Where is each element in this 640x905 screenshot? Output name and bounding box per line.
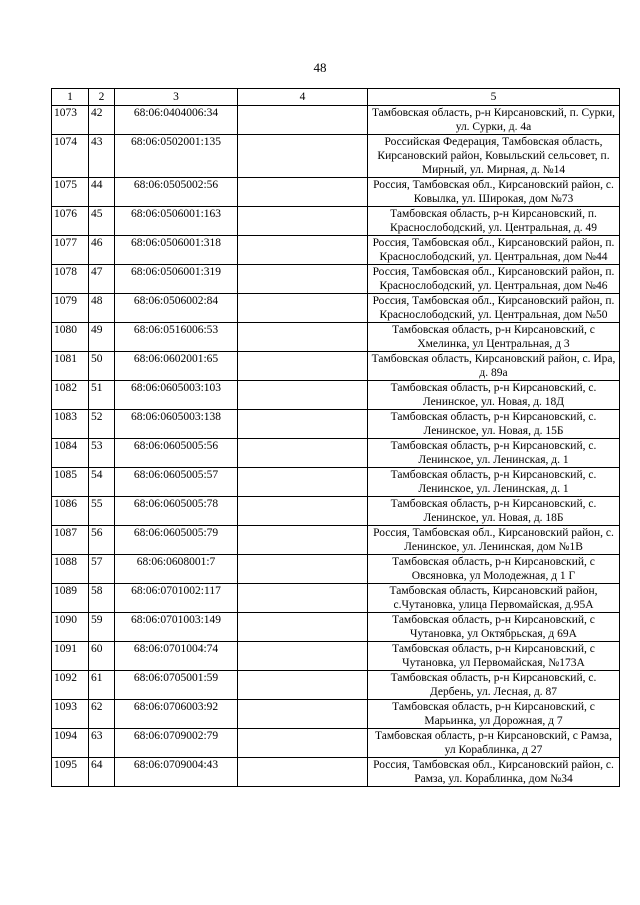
address: Россия, Тамбовская обл., Кирсановский район, с. Ковылка, ул. Широкая, дом №73 (368, 178, 620, 207)
address: Тамбовская область, р-н Кирсановский, с Чутановка, ул Октябрьская, д 69А (368, 613, 620, 642)
column-4-cell (238, 468, 368, 497)
row-number: 1077 (52, 236, 89, 265)
cadastral-number: 68:06:0506001:318 (115, 236, 238, 265)
row-index: 51 (89, 381, 115, 410)
row-index: 63 (89, 729, 115, 758)
column-4-cell (238, 352, 368, 381)
table-row (52, 439, 620, 468)
row-index: 60 (89, 642, 115, 671)
address: Тамбовская область, Кирсановский район, с. Ира, д. 89а (368, 352, 620, 381)
cadastral-number: 68:06:0502001:135 (115, 135, 238, 178)
cadastral-number: 68:06:0709002:79 (115, 729, 238, 758)
column-header-5: 5 (368, 89, 620, 106)
address: Тамбовская область, р-н Кирсановский, с. Ленинское, ул. Ленинская, д. 1 (368, 439, 620, 468)
table-row (52, 410, 620, 439)
row-index: 55 (89, 497, 115, 526)
row-number: 1075 (52, 178, 89, 207)
header-row (52, 89, 620, 106)
column-4-cell (238, 758, 368, 787)
column-4-cell (238, 135, 368, 178)
column-4-cell (238, 178, 368, 207)
table-row (52, 207, 620, 236)
row-number: 1081 (52, 352, 89, 381)
address: Тамбовская область, р-н Кирсановский, с. Ленинское, ул. Ленинская, д. 1 (368, 468, 620, 497)
row-index: 54 (89, 468, 115, 497)
cadastral-number: 68:06:0701003:149 (115, 613, 238, 642)
address: Тамбовская область, р-н Кирсановский, с Марьинка, ул Дорожная, д 7 (368, 700, 620, 729)
address: Тамбовская область, р-н Кирсановский, с Хмелинка, ул Центральная, д 3 (368, 323, 620, 352)
cadastral-number: 68:06:0602001:65 (115, 352, 238, 381)
row-index: 49 (89, 323, 115, 352)
row-index: 59 (89, 613, 115, 642)
address: Российская Федерация, Тамбовская область, Кирсановский район, Ковыльский сельсовет, п. Мирный, ул. Мирная, д. №14 (368, 135, 620, 178)
row-number: 1079 (52, 294, 89, 323)
row-index: 46 (89, 236, 115, 265)
column-4-cell (238, 497, 368, 526)
column-4-cell (238, 265, 368, 294)
row-index: 42 (89, 106, 115, 135)
column-header-4: 4 (238, 89, 368, 106)
row-index: 58 (89, 584, 115, 613)
row-number: 1090 (52, 613, 89, 642)
address: Тамбовская область, р-н Кирсановский, п. Сурки, ул. Сурки, д. 4а (368, 106, 620, 135)
address: Тамбовская область, р-н Кирсановский, с. Дербень, ул. Лесная, д. 87 (368, 671, 620, 700)
row-number: 1080 (52, 323, 89, 352)
cadastral-number: 68:06:0705001:59 (115, 671, 238, 700)
row-number: 1089 (52, 584, 89, 613)
table-row (52, 642, 620, 671)
cadastral-number: 68:06:0608001:7 (115, 555, 238, 584)
cadastral-number: 68:06:0506001:319 (115, 265, 238, 294)
table-row (52, 265, 620, 294)
address: Россия, Тамбовская обл., Кирсановский район, п. Краснослободский, ул. Центральная, дом №44 (368, 236, 620, 265)
row-number: 1076 (52, 207, 89, 236)
column-4-cell (238, 526, 368, 555)
cadastral-number: 68:06:0516006:53 (115, 323, 238, 352)
row-number: 1094 (52, 729, 89, 758)
table-row (52, 729, 620, 758)
table-row (52, 613, 620, 642)
cadastral-number: 68:06:0706003:92 (115, 700, 238, 729)
address: Тамбовская область, р-н Кирсановский, с Чутановка, ул Первомайская, №173А (368, 642, 620, 671)
cadastral-number: 68:06:0701004:74 (115, 642, 238, 671)
row-number: 1085 (52, 468, 89, 497)
row-number: 1087 (52, 526, 89, 555)
table-row (52, 236, 620, 265)
table-row (52, 178, 620, 207)
row-number: 1093 (52, 700, 89, 729)
row-number: 1078 (52, 265, 89, 294)
column-4-cell (238, 410, 368, 439)
row-number: 1082 (52, 381, 89, 410)
column-header-2: 2 (89, 89, 115, 106)
column-4-cell (238, 729, 368, 758)
row-number: 1092 (52, 671, 89, 700)
address: Тамбовская область, р-н Кирсановский, с Рамза, ул Кораблинка, д 27 (368, 729, 620, 758)
cadastral-number: 68:06:0709004:43 (115, 758, 238, 787)
table-row (52, 381, 620, 410)
column-4-cell (238, 439, 368, 468)
row-index: 57 (89, 555, 115, 584)
cadastral-number: 68:06:0404006:34 (115, 106, 238, 135)
column-4-cell (238, 294, 368, 323)
column-header-1: 1 (52, 89, 89, 106)
column-4-cell (238, 642, 368, 671)
row-number: 1091 (52, 642, 89, 671)
address: Россия, Тамбовская обл., Кирсановский район, с. Ленинское, ул. Ленинская, дом №1В (368, 526, 620, 555)
row-index: 44 (89, 178, 115, 207)
row-index: 61 (89, 671, 115, 700)
row-number: 1095 (52, 758, 89, 787)
table-body (52, 106, 620, 787)
address: Тамбовская область, р-н Кирсановский, с. Ленинское, ул. Новая, д. 15Б (368, 410, 620, 439)
address: Россия, Тамбовская обл., Кирсановский район, с. Рамза, ул. Кораблинка, дом №34 (368, 758, 620, 787)
row-index: 52 (89, 410, 115, 439)
table-row (52, 468, 620, 497)
column-4-cell (238, 555, 368, 584)
column-4-cell (238, 613, 368, 642)
page-number: 48 (313, 60, 327, 75)
row-number: 1083 (52, 410, 89, 439)
cadastral-number: 68:06:0605005:79 (115, 526, 238, 555)
cadastral-number: 68:06:0605003:103 (115, 381, 238, 410)
column-4-cell (238, 106, 368, 135)
row-index: 56 (89, 526, 115, 555)
row-number: 1086 (52, 497, 89, 526)
address: Тамбовская область, р-н Кирсановский, п. Краснослободский, ул. Центральная, д. 49 (368, 207, 620, 236)
row-index: 48 (89, 294, 115, 323)
address: Тамбовская область, р-н Кирсановский, с Овсяновка, ул Молодежная, д 1 Г (368, 555, 620, 584)
column-4-cell (238, 584, 368, 613)
column-header-3: 3 (115, 89, 238, 106)
table-row (52, 323, 620, 352)
table-row (52, 700, 620, 729)
table-row (52, 758, 620, 787)
row-number: 1073 (52, 106, 89, 135)
table-row (52, 555, 620, 584)
column-4-cell (238, 323, 368, 352)
table-row (52, 671, 620, 700)
property-table (51, 88, 620, 787)
cadastral-number: 68:06:0506001:163 (115, 207, 238, 236)
cadastral-number: 68:06:0506002:84 (115, 294, 238, 323)
table-row (52, 352, 620, 381)
table-row (52, 106, 620, 135)
address: Россия, Тамбовская обл., Кирсановский район, п. Краснослободский, ул. Центральная, дом №50 (368, 294, 620, 323)
row-number: 1074 (52, 135, 89, 178)
table-row (52, 526, 620, 555)
column-4-cell (238, 671, 368, 700)
table-row (52, 497, 620, 526)
row-index: 45 (89, 207, 115, 236)
column-4-cell (238, 236, 368, 265)
row-index: 64 (89, 758, 115, 787)
row-index: 47 (89, 265, 115, 294)
cadastral-number: 68:06:0701002:117 (115, 584, 238, 613)
row-number: 1084 (52, 439, 89, 468)
column-4-cell (238, 700, 368, 729)
row-index: 43 (89, 135, 115, 178)
address: Тамбовская область, Кирсановский район, с.Чутановка, улица Первомайская, д.95А (368, 584, 620, 613)
row-index: 50 (89, 352, 115, 381)
row-index: 62 (89, 700, 115, 729)
address: Тамбовская область, р-н Кирсановский, с. Ленинское, ул. Новая, д. 18Д (368, 381, 620, 410)
address: Тамбовская область, р-н Кирсановский, с. Ленинское, ул. Новая, д. 18Б (368, 497, 620, 526)
cadastral-number: 68:06:0505002:56 (115, 178, 238, 207)
column-4-cell (238, 207, 368, 236)
row-number: 1088 (52, 555, 89, 584)
cadastral-number: 68:06:0605005:57 (115, 468, 238, 497)
cadastral-number: 68:06:0605005:78 (115, 497, 238, 526)
column-4-cell (238, 381, 368, 410)
table-row (52, 135, 620, 178)
cadastral-number: 68:06:0605003:138 (115, 410, 238, 439)
table-row (52, 584, 620, 613)
address: Россия, Тамбовская обл., Кирсановский район, п. Краснослободский, ул. Центральная, дом №46 (368, 265, 620, 294)
row-index: 53 (89, 439, 115, 468)
cadastral-number: 68:06:0605005:56 (115, 439, 238, 468)
table-row (52, 294, 620, 323)
